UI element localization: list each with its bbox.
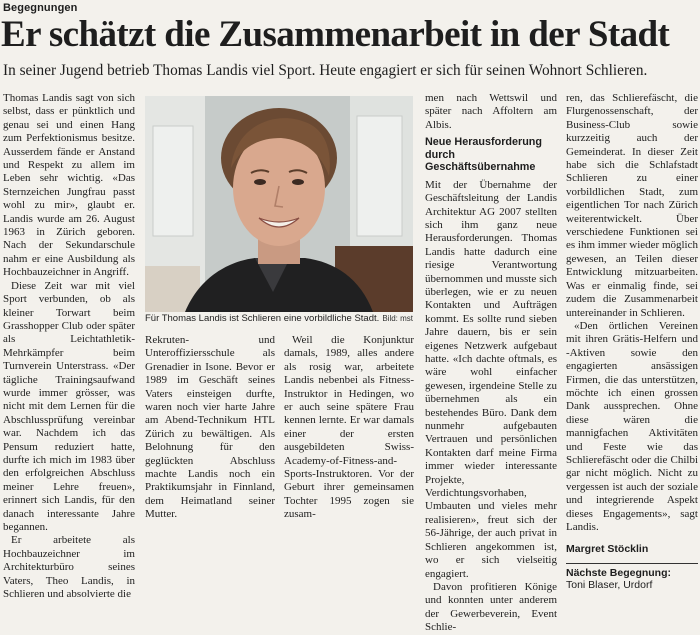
paragraph: Weil die Konjunktur damals, 1989, alles andere als rosig war, arbeitete Landis nebenbei als Fitness-Instruktor in Hedingen, wo er auch seine spätere Frau kennen lernte. Er war damals einer der ersten ausgebildeten Swiss-Academy-of-Fitness-and-Sports-Instruktoren. Vor der Geburt ihrer gemeinsamen Tochter 1995 zogen sie zusam-: [284, 334, 414, 521]
paragraph: Er arbeitete als Hochbauzeichner im Architekturbüro seines Vaters, Theo Landis, in Schlieren und absolvierte die: [3, 534, 135, 601]
photo-credit: Bild: mst: [382, 314, 413, 323]
column-2: [145, 334, 275, 521]
paragraph: ren, das Schlierefäscht, die Flurgenossenschaft, der Business-Club sowie kurzzeitig auch der Gemeinderat. In dieser Zeit habe sich die Schlafstadt Schlieren zu einer vorbildlichen Stadt, zum eigentlichen Tor nach Zürich weiterentwickelt. Über verschiedene Funktionen sei es ihm immer wieder möglich gewesen, an Teilen dieser Entwicklung mitzuarbeiten. Was er einmalig finde, sei zudem die Zusammenarbeit untereinander in Schlieren.: [566, 92, 698, 319]
column-4: [566, 92, 698, 592]
paragraph: «Den örtlichen Vereinen mit ihren Grätis-Helfern und -Aktiven sowie den engagierten ansässigen Firmen, die das unterstützen, möchte ich einen grossen Dank aussprechen. Ohne diese wären die mannigfachen Aktivitäten und Feste wie das Schlierefäscht oder die Chilbi gar nicht möglich. Nicht zu vergessen ist auch der soziale und integrierende Aspekt dieses Engagements», sagt Landis.: [566, 319, 698, 533]
paragraph: Mit der Übernahme der Geschäftsleitung der Landis Architektur AG 2007 stellten sich ihm ganz neue Herausforderungen. Thomas Landis hatte dadurch eine riesige Verantwortung übernommen und musste sich überlegen, wie er zu neuen Kontakten und Aufträgen kommt. Es sollte rund sieben Jahre dauern, bis er sein eigenes Netzwerk aufgebaut hatte. «Ich dachte oftmals, es wäre wohl einfacher gewesen, irgendeine Stelle zu übernehmen als ein bestehendes Büro. Dank dem nunmehr aufgebauten Vertrauen und persönlichen Kontakten darf meine Firma immer wieder interessante Projekte, Verdichtungsvorhaben, Umbauten und vieles mehr realisieren», freut sich der 56-Jährige, der auch privat in Schlieren angekommen ist, wo er sich vielseitig engagiert.: [425, 178, 557, 580]
paragraph: Diese Zeit war mit viel Sport verbunden, ob als kleiner Torwart beim Grasshopper Club oder später als Leichtathletik-Mehrkämpfer beim Turnverein Unterstrass. «Der tägliche Trainingsaufwand wurde immer grösser, was nicht mit dem Lernen für die Abschlussprüfung vereinbar war. Nachdem ich das Pensum reduziert hatte, durfte ich mich im 1983 über den erfolgreichen Abschluss meiner Lehre freuen», erinnert sich Landis, für den danach interessante Jahre begannen.: [3, 279, 135, 533]
column-1: [3, 92, 135, 601]
paragraph: Thomas Landis sagt von sich selbst, dass er pünktlich und genau sei und einen Hang zum Perfektionismus besitze. Ausserdem fände er Anstand und Respekt zu allem im Leben sehr wichtig. «Das Sternzeichen Jungfrau passt wohl zu mir», glaubt er. Landis wurde am 26. August 1963 in Zürich geboren. Nach der Sekundarschule nahm er eine Ausbildung als Hochbauzeichner in Angriff.: [3, 92, 135, 279]
paragraph: Davon profitieren Könige und konnten unter anderem der Gewerbeverein, Event Schlie-: [425, 580, 557, 634]
caption-text: Für Thomas Landis ist Schlieren eine vorbildliche Stadt.: [145, 313, 380, 324]
photo-caption: [145, 313, 413, 324]
lead-text: In seiner Jugend betrieb Thomas Landis viel Sport. Heute engagiert er sich für seinen Wohnort Schlieren.: [3, 62, 648, 79]
headline: Er schätzt die Zusammenarbeit in der Stadt: [1, 14, 670, 55]
author-byline: Margret Stöcklin: [566, 543, 649, 556]
portrait-photo: [145, 96, 413, 312]
next-encounter-name: Toni Blaser, Urdorf: [566, 579, 653, 592]
column-3: [425, 92, 557, 634]
next-encounter-label: Nächste Begegnung:: [566, 567, 672, 580]
paragraph: Rekruten- und Unteroffiziersschule als Grenadier in Isone. Bevor er 1989 im Geschäft seines Vaters einsteigen durfte, waren noch vier harte Jahre am Abend-Technikum HTL Zürich zu bewältigen. Als Belohnung für den geglückten Abschluss machte Landis noch ein Praktikumsjahr in Finnland, dem Heimatland seiner Mutter.: [145, 334, 275, 521]
paragraph: men nach Wettswil und später nach Affoltern am Albis.: [425, 92, 557, 131]
column-2b: [284, 334, 414, 521]
divider: [566, 563, 698, 564]
section-kicker: Begegnungen: [3, 2, 78, 14]
subheading: Neue Herausforderung durch Geschäftsübernahme: [425, 136, 542, 174]
